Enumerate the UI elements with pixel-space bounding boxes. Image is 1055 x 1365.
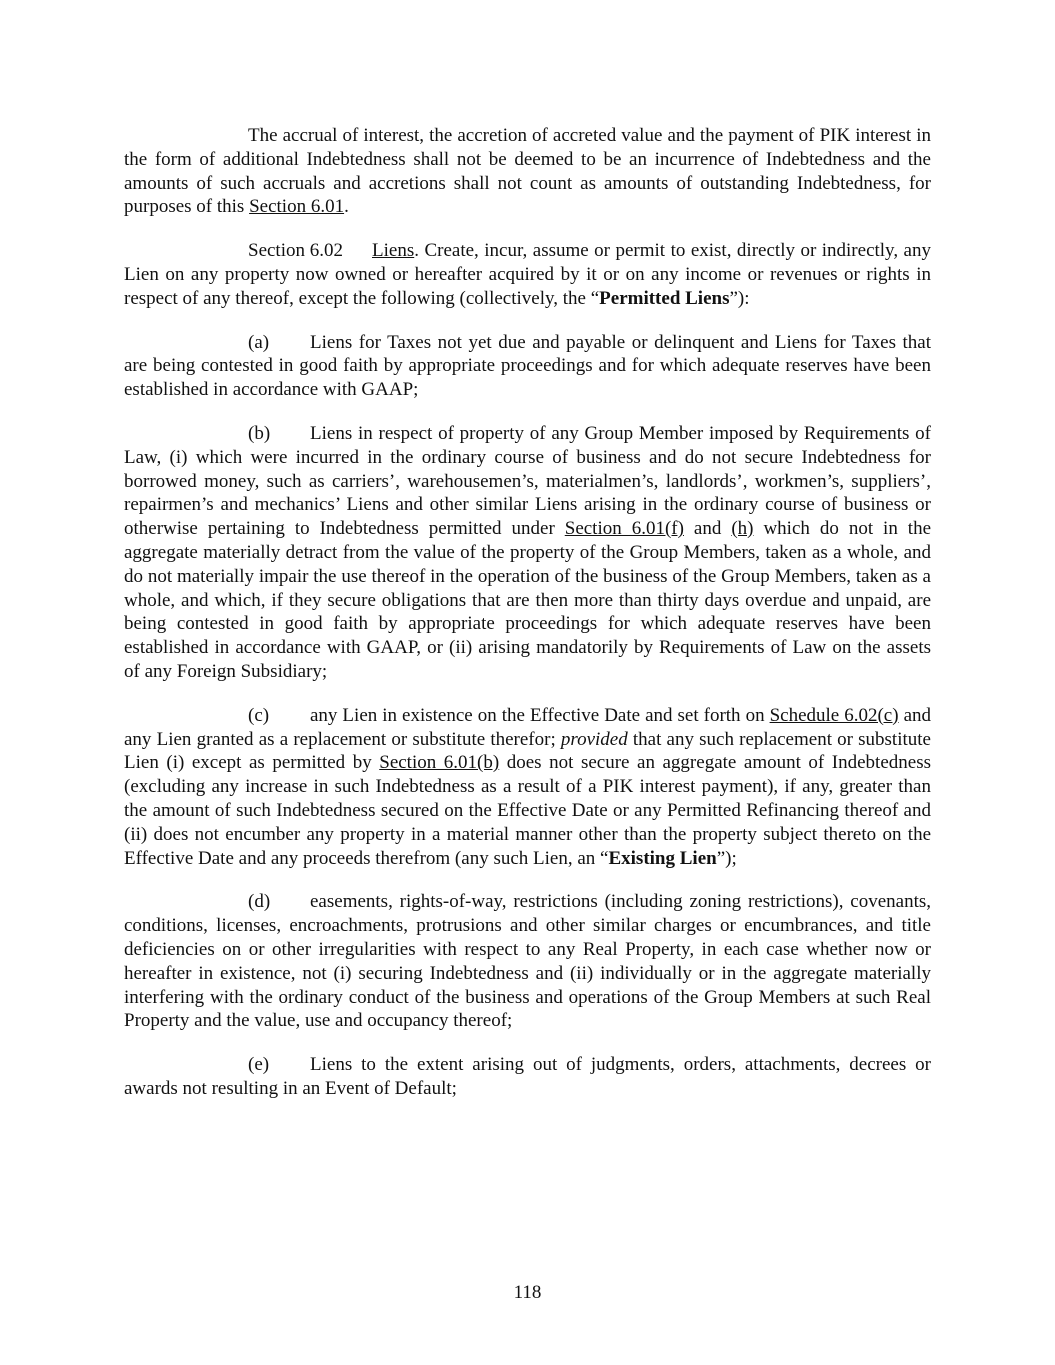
section-6-02-liens: Section 6.02 Liens. Create, incur, assume or permit to exist, directly or indirectly, any Lien on any property now owned or hereafter acquired by it or on any income or revenues or rights in respect of any thereof, except the following (collectively, the “Permitted Liens”): [124, 240, 931, 309]
clause-label: (c) [248, 704, 270, 726]
section-number: Section 6.02 [248, 240, 343, 262]
section-title: Liens [372, 240, 415, 262]
clause-label: (d) [248, 891, 271, 913]
paragraph-accrual-of-interest: The accrual of interest, the accretion of accreted value and the payment of PIK interest in the form of additional Indebtedness shall not be deemed to be an incurrence of Indebtedness and the amounts of such accruals and accretions shall not count as amounts of outstanding Indebtedness, for purposes of this Section 6.01. [124, 125, 931, 218]
clause-a: (a) Liens for Taxes not yet due and payable or delinquent and Liens for Taxes that are being contested in good faith by appropriate proceedings and for which adequate reserves have been established in accordance with GAAP; [124, 331, 931, 401]
section-6-01-reference: Section 6.01 [249, 196, 345, 218]
defined-term-permitted-liens: Permitted Liens [599, 287, 730, 309]
page-number: 118 [513, 1282, 542, 1303]
document-body [124, 124, 931, 1101]
schedule-6-02-c-reference: Schedule 6.02(c) [769, 704, 899, 726]
clause-e: (e) Liens to the extent arising out of judgments, orders, attachments, decrees or awards not resulting in an Event of Default; [124, 1054, 931, 1099]
clause-b: (b) Liens in respect of property of any Group Member imposed by Requirements of Law, (i) which were incurred in the ordinary course of business and do not secure Indebtedness for borrowed money, such as carriers’, warehousemen’s, materialmen’s, landlords’, workmen’s, suppliers’, repairmen’s and mechanics’ Liens and other similar Liens arising in the ordinary course of business or otherwise pertaining to Indebtedness permitted under Section 6.01(f) and (h) which do not in the aggregate materially detract from the value of the property of the Group Members, taken as a whole, and do not materially impair the use thereof in the operation of the business of the Group Members, taken as a whole, and which, if they secure obligations that are then more than thirty days overdue and unpaid, are being contested in good faith by appropriate proceedings for which adequate reserves have been established in accordance with GAAP, or (ii) arising mandatorily by Requirements of Law on the assets of any Foreign Subsidiary; [124, 422, 932, 682]
clause-label: (a) [248, 331, 270, 353]
clause-label: (b) [248, 422, 271, 444]
clause-h-reference: (h) [731, 518, 754, 540]
clause-c: (c) any Lien in existence on the Effective Date and set forth on Schedule 6.02(c) and any Lien granted as a replacement or substitute therefor; provided that any such replacement or substitute Lien (i) except as permitted by Section 6.01(b) does not secure an aggregate amount of Indebtedness (excluding any increase in such Indebtedness as a result of a PIK interest payment), if any, greater than the amount of such Indebtedness secured on the Effective Date or any Permitted Refinancing thereof and (ii) does not encumber any property in a material manner other than the property subject thereto on the Effective Date and any proceeds therefrom (any such Lien, an “Existing Lien”); [124, 704, 932, 869]
clause-label: (e) [248, 1054, 270, 1076]
defined-term-existing-lien: Existing Lien [608, 847, 717, 869]
provided-term: provided [560, 728, 628, 750]
section-6-01-b-reference: Section 6.01(b) [379, 752, 500, 774]
section-6-01-f-reference: Section 6.01(f) [564, 518, 684, 540]
clause-d: (d) easements, rights-of-way, restrictions (including zoning restrictions), covenants, conditions, licenses, encroachments, protrusions and other similar charges or encumbrances, and title deficiencies on or other irregularities with respect to any Real Property, in each case whether now or hereafter in existence, not (i) securing Indebtedness and (ii) individually or in the aggregate materially interfering with the ordinary conduct of the business and operations of the Group Members at such Real Property and the value, use and occupancy thereof; [124, 891, 931, 1032]
